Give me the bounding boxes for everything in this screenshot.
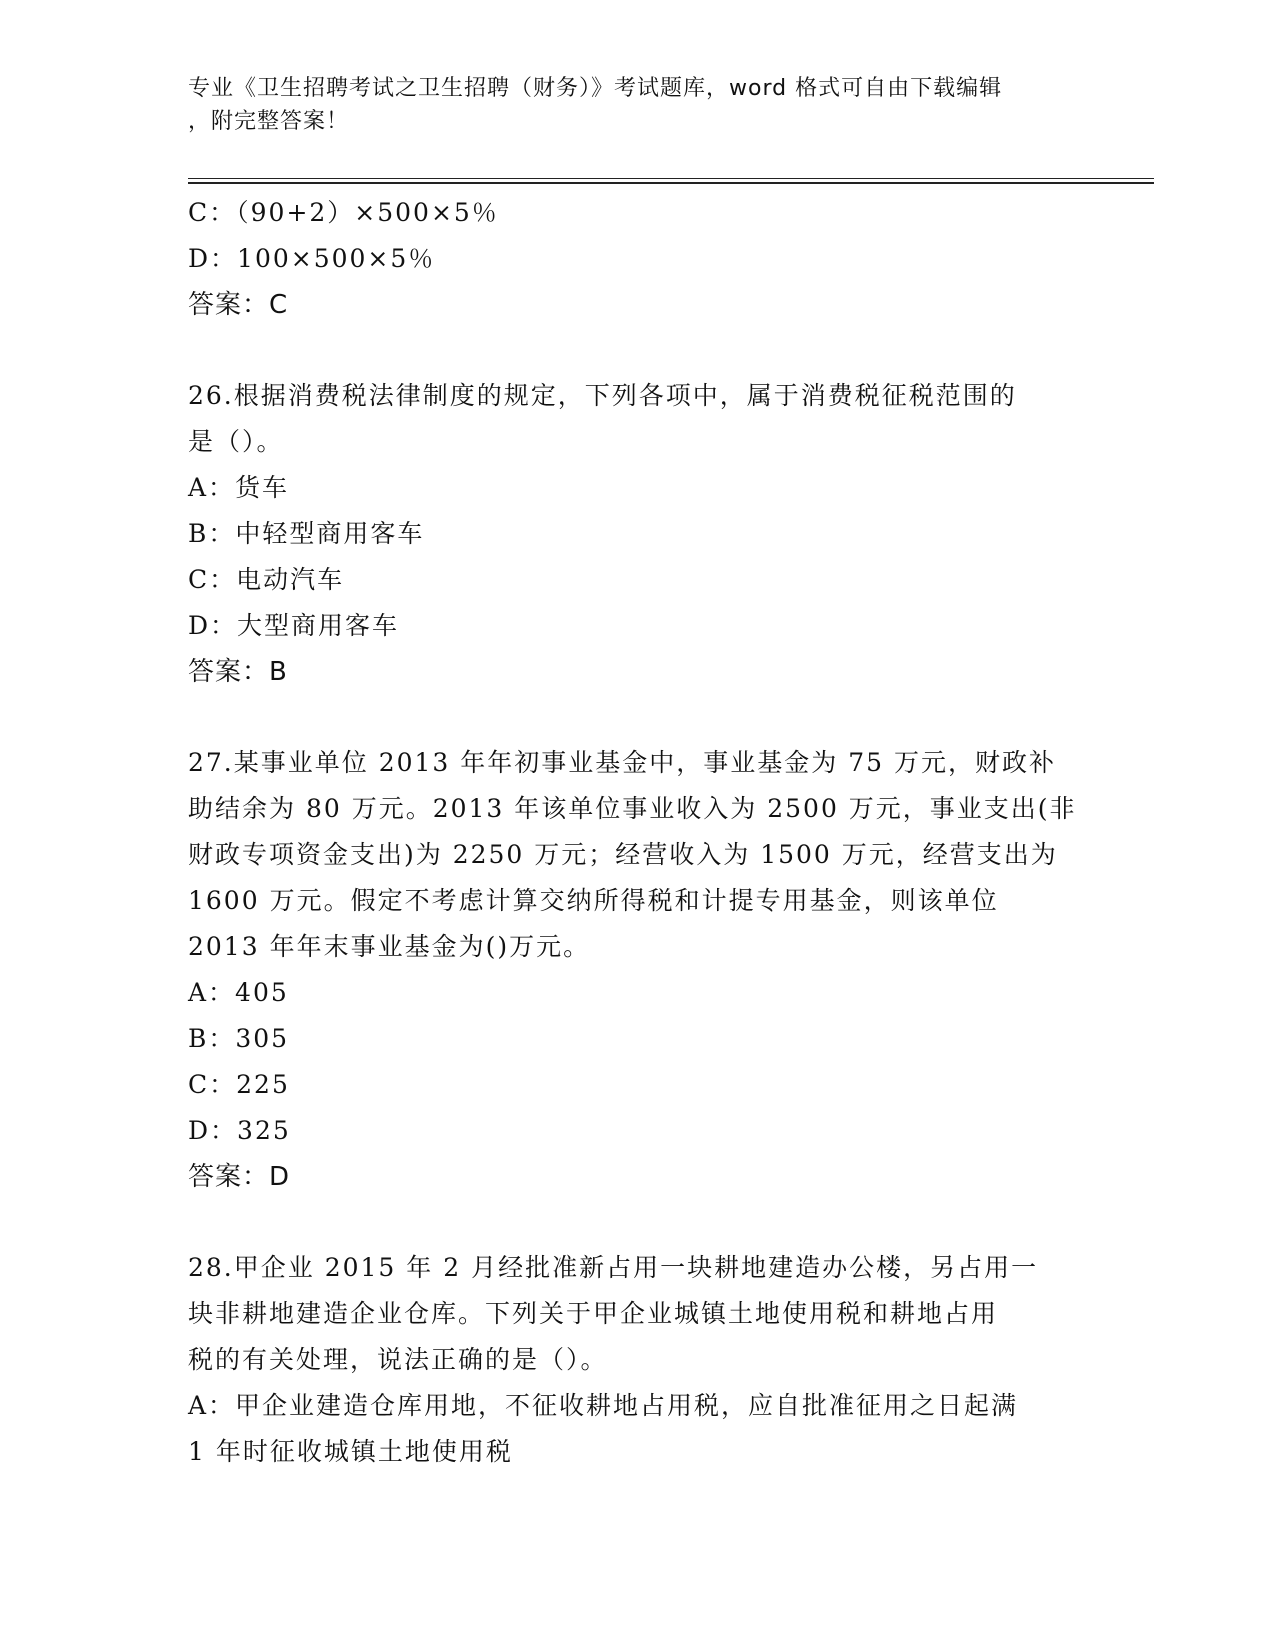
option-d: D：大型商用客车 (188, 611, 400, 640)
question-content (188, 190, 1088, 1475)
answer: 答案：C (188, 290, 289, 320)
answer: 答案：B (188, 657, 288, 687)
header-title-line-2: ，附完整答案！ (188, 109, 350, 134)
question-stem: 26.根据消费税法律制度的规定，下列各项中，属于消费税征税范围的 (188, 381, 1017, 410)
header-title-line-1: 专业《卫生招聘考试之卫生招聘（财务）》考试题库，word 格式可自由下载编辑 (188, 76, 1003, 101)
option-c: C：225 (188, 1070, 290, 1099)
option-d: D：325 (188, 1116, 291, 1145)
spacer (188, 695, 1088, 740)
option-a: A：货车 (188, 473, 290, 502)
spacer (188, 1200, 1088, 1245)
option-b: B：中轻型商用客车 (188, 519, 425, 548)
option-c: C：（90+2）×500×5％ (188, 198, 499, 227)
question-28 (188, 1245, 1088, 1475)
header-divider (188, 178, 1154, 184)
question-26 (188, 373, 1088, 695)
question-stem: 28.甲企业 2015 年 2 月经批准新占用一块耕地建造办公楼，另占用一 (188, 1253, 1039, 1282)
question-27 (188, 740, 1088, 1200)
question-stem: 1600 万元。假定不考虑计算交纳所得税和计提专用基金，则该单位 (188, 886, 999, 915)
question-stem: 27.某事业单位 2013 年年初事业基金中，事业基金为 75 万元，财政补 (188, 748, 1056, 777)
answer: 答案：D (188, 1162, 291, 1192)
page-header (188, 72, 1068, 138)
question-stem: 助结余为 80 万元。2013 年该单位事业收入为 2500 万元，事业支出(非 (188, 794, 1077, 823)
question-stem: 财政专项资金支出)为 2250 万元；经营收入为 1500 万元，经营支出为 (188, 840, 1058, 869)
option-a: 1 年时征收城镇土地使用税 (188, 1437, 513, 1466)
option-a: A：405 (188, 978, 289, 1007)
option-c: C：电动汽车 (188, 565, 345, 594)
option-a: A：甲企业建造仓库用地，不征收耕地占用税，应自批准征用之日起满 (188, 1391, 1019, 1420)
question-stem: 是（）。 (188, 427, 284, 456)
question-stem: 块非耕地建造企业仓库。下列关于甲企业城镇土地使用税和耕地占用 (188, 1299, 999, 1328)
question-stem: 2013 年年末事业基金为()万元。 (188, 932, 591, 961)
option-b: B：305 (188, 1024, 290, 1053)
question-25 (188, 190, 1088, 328)
question-stem: 税的有关处理，说法正确的是（）。 (188, 1345, 608, 1374)
spacer (188, 328, 1088, 373)
option-d: D：100×500×5％ (188, 244, 436, 273)
